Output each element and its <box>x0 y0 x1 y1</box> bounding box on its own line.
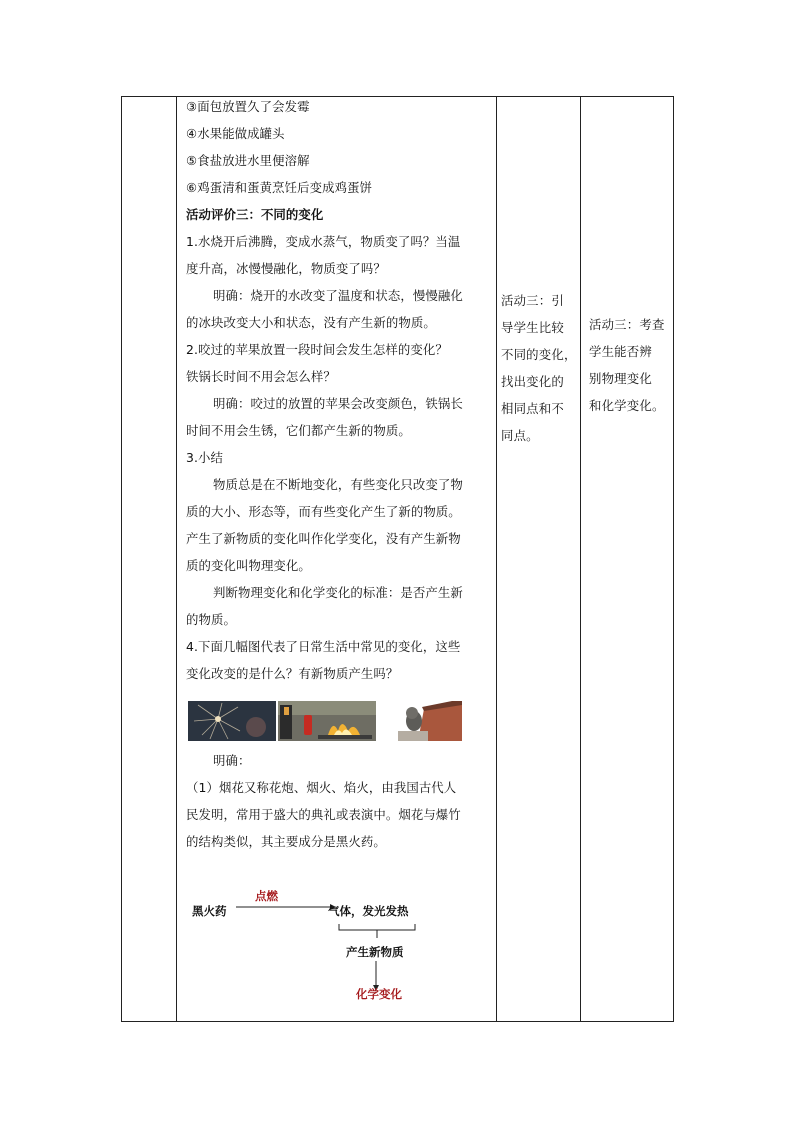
fireworks-explanation: （1）烟花又称花炮、烟火、焰火，由我国古代人 <box>186 780 457 795</box>
summary-heading: 3.小结 <box>186 450 224 465</box>
answer-line: 明确：烧开的水改变了温度和状态，慢慢融化 <box>213 288 463 303</box>
stone-lion-photo <box>394 701 462 741</box>
summary-line: 物质总是在不断地变化，有些变化只改变了物 <box>213 477 463 492</box>
evaluation-line: 别物理变化 <box>589 371 652 386</box>
activity-line: 同点。 <box>501 428 539 443</box>
evaluation-column <box>589 311 669 419</box>
activity-line: 导学生比较 <box>501 320 564 335</box>
reaction-diagram <box>182 882 482 1012</box>
diagram-condition: 点燃 <box>255 889 278 903</box>
summary-line: 判断物理变化和化学变化的标准：是否产生新 <box>213 585 463 600</box>
fireworks-explanation: 的结构类似，其主要成分是黑火药。 <box>186 834 386 849</box>
question-line: 2.咬过的苹果放置一段时间会发生怎样的变化？ <box>186 342 448 357</box>
section-heading: 活动评价三：不同的变化 <box>186 207 324 222</box>
activity-line: 不同的变化， <box>501 347 577 362</box>
summary-line: 质的变化叫物理变化。 <box>186 558 311 573</box>
diagram-source: 黑火药 <box>192 904 227 918</box>
answer-line: 明确：咬过的放置的苹果会改变颜色，铁锅长 <box>213 396 463 411</box>
summary-line: 质的大小、形态等，而有些变化产生了新的物质。 <box>186 504 461 519</box>
example-line: ⑥鸡蛋清和蛋黄烹饪后变成鸡蛋饼 <box>186 180 373 195</box>
bracket-connector <box>337 922 417 938</box>
fireworks-photo <box>188 701 276 741</box>
question-line: 1.水烧开后沸腾，变成水蒸气，物质变了吗？当温 <box>186 234 461 249</box>
main-content-column <box>186 97 498 855</box>
diagram-conclusion: 化学变化 <box>356 987 402 1001</box>
reaction-arrow <box>236 902 336 912</box>
fireworks-explanation: 民发明，常用于盛大的典礼或表演中。烟花与爆竹 <box>186 807 461 822</box>
evaluation-line: 和化学变化。 <box>589 398 665 413</box>
answer-line: 时间不用会生锈，它们都产生新的物质。 <box>186 423 411 438</box>
example-line: ⑤食盐放进水里便溶解 <box>186 153 310 168</box>
diagram-middle: 产生新物质 <box>346 945 404 959</box>
example-line: ③面包放置久了会发霉 <box>186 99 310 114</box>
table-divider <box>580 97 581 1021</box>
fire-extinguisher-photo <box>278 701 376 741</box>
lesson-table <box>121 96 674 1022</box>
summary-line: 的物质。 <box>186 612 236 627</box>
question-line: 4.下面几幅图代表了日常生活中常见的变化，这些 <box>186 639 461 654</box>
diagram-result: 气体，发光发热 <box>328 904 409 918</box>
activity-line: 活动三：引 <box>501 293 564 308</box>
answer-line: 的冰块改变大小和状态，没有产生新的物质。 <box>186 315 436 330</box>
example-photos <box>188 701 468 741</box>
question-line: 变化改变的是什么？有新物质产生吗？ <box>186 666 399 681</box>
answer-label: 明确： <box>213 753 251 768</box>
table-divider <box>176 97 177 1021</box>
evaluation-line: 学生能否辨 <box>589 344 652 359</box>
question-line: 度升高，冰慢慢融化，物质变了吗？ <box>186 261 386 276</box>
summary-line: 产生了新物质的变化叫作化学变化，没有产生新物 <box>186 531 461 546</box>
activity-line: 找出变化的 <box>501 374 564 389</box>
question-line: 铁锅长时间不用会怎么样？ <box>186 369 336 384</box>
evaluation-line: 活动三：考查 <box>589 317 665 332</box>
activity-line: 相同点和不 <box>501 401 564 416</box>
example-line: ④水果能做成罐头 <box>186 126 285 141</box>
activity-column <box>501 287 581 449</box>
